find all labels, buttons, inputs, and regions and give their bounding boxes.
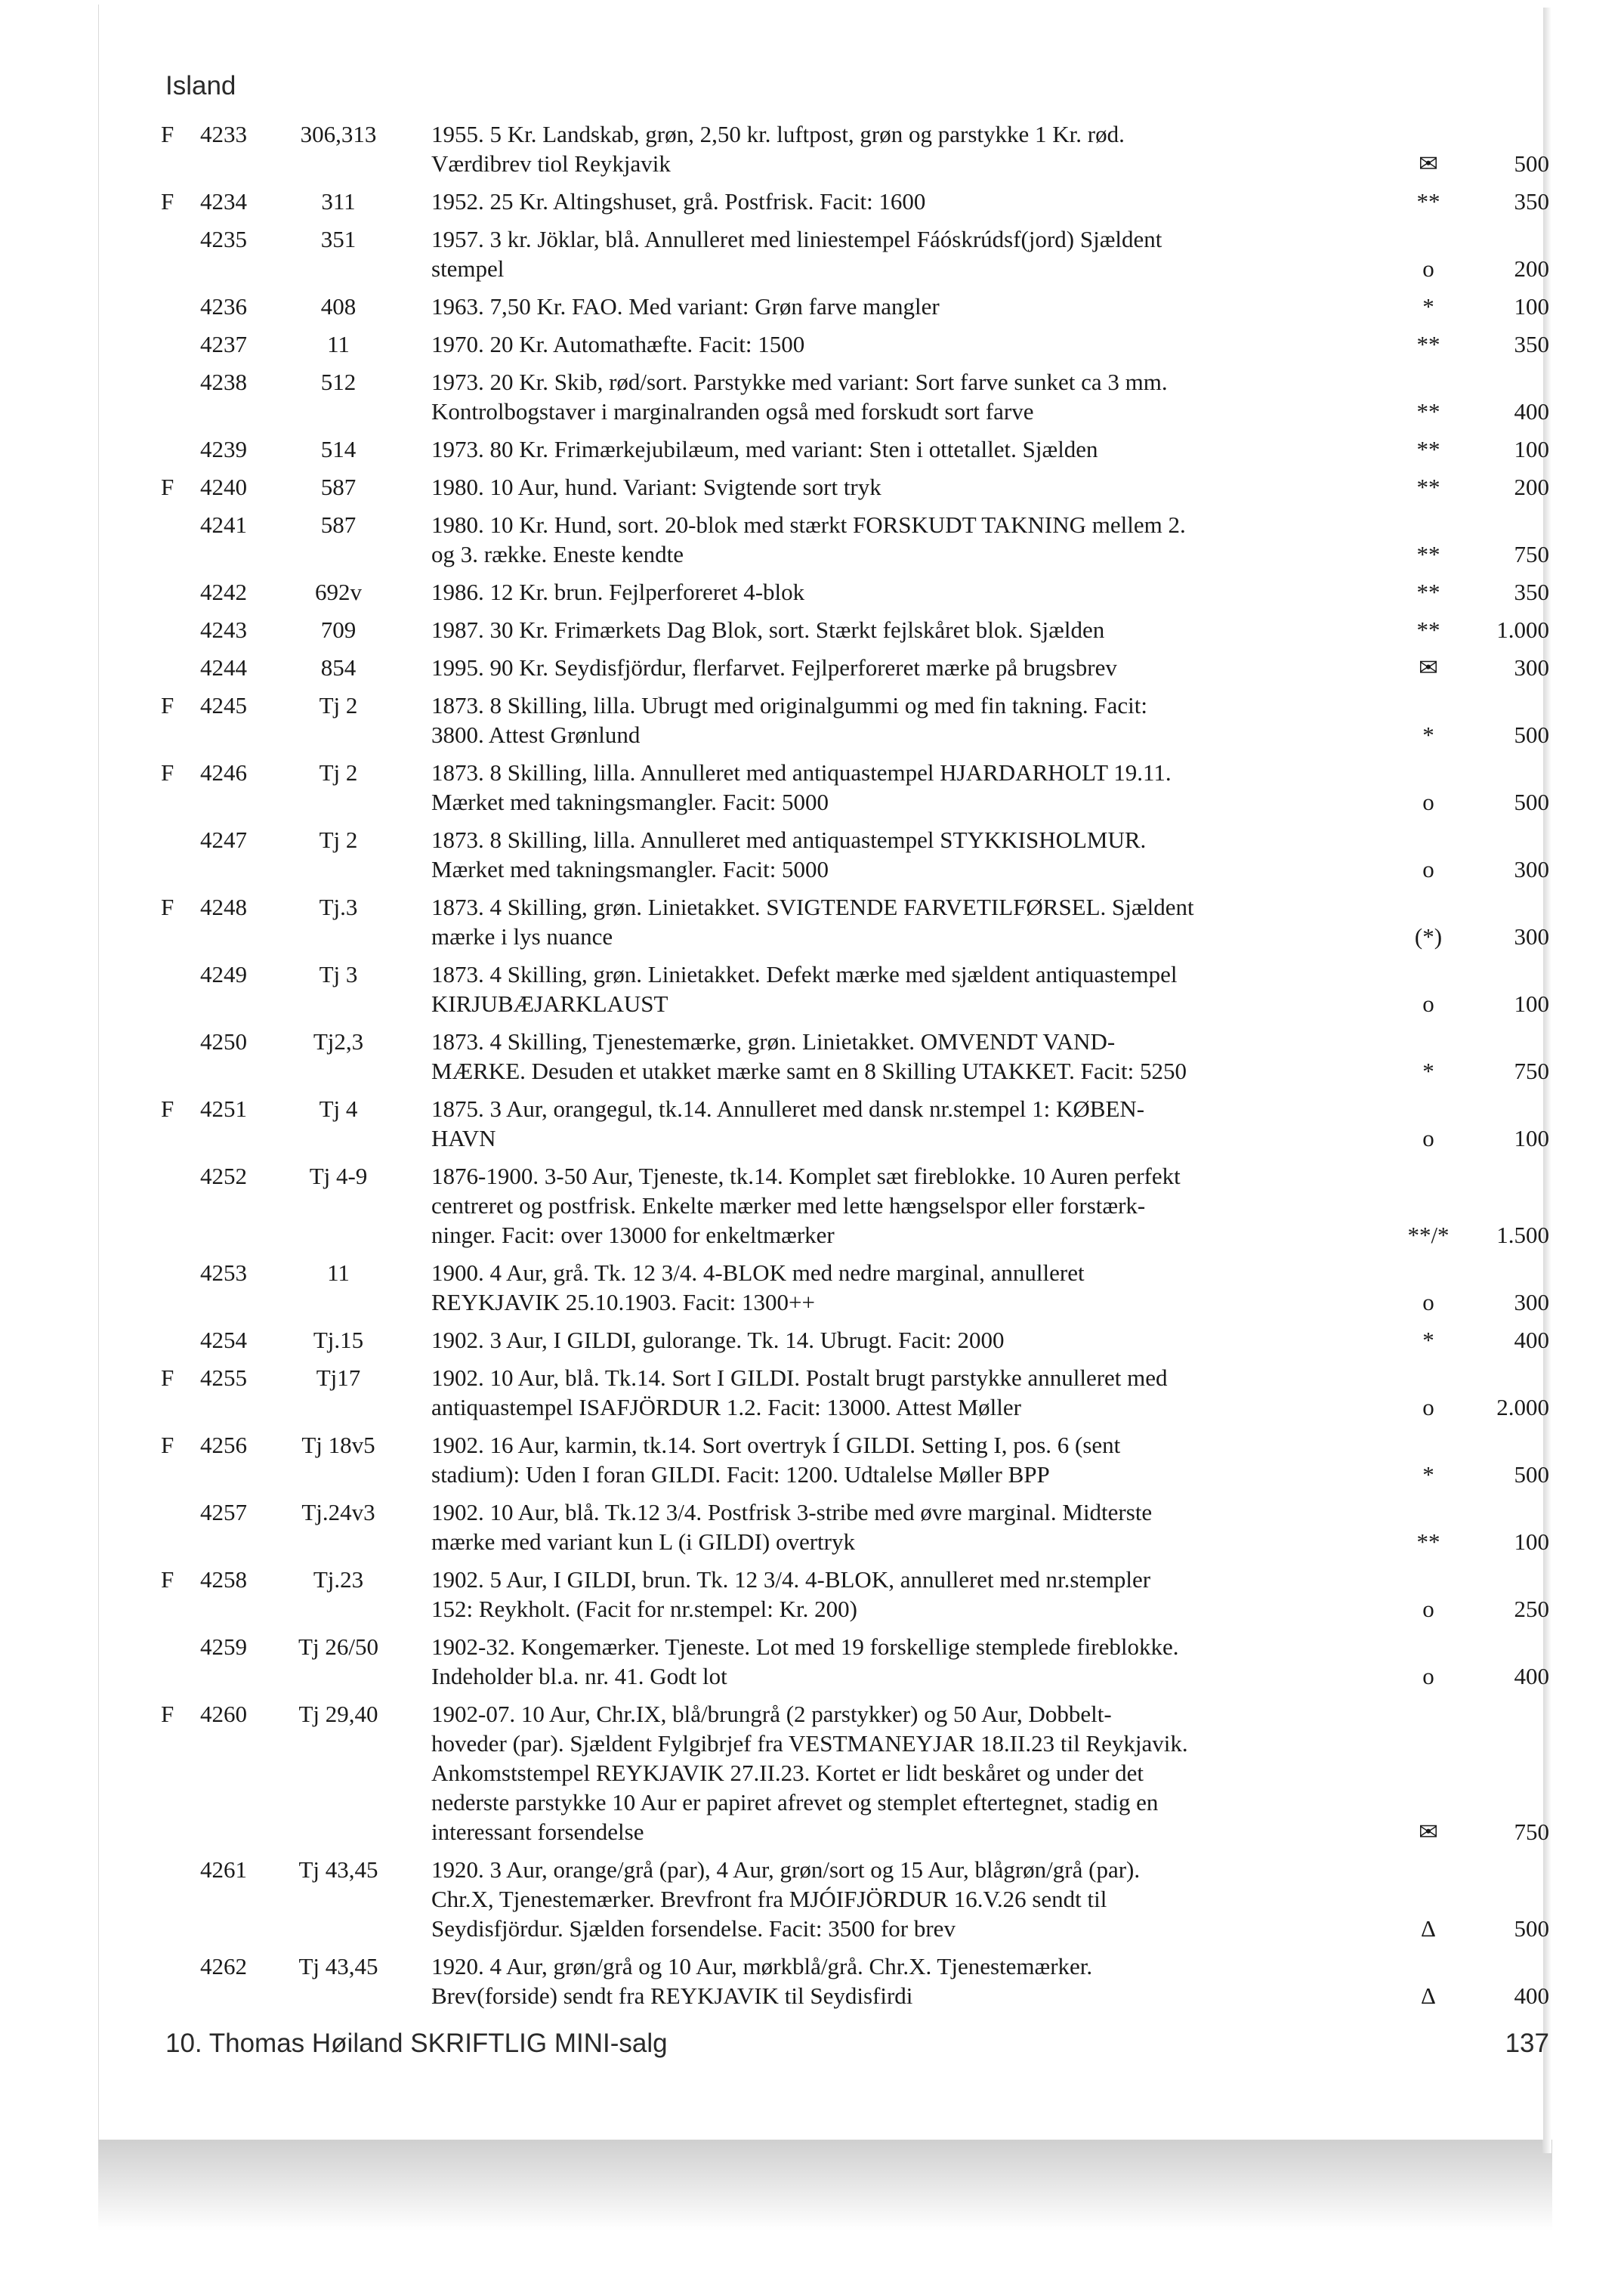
lot-number: 4238 [200,369,247,395]
lot-mark: F [161,1364,174,1391]
lot-description-line: Mærket med takningsmangler. Facit: 5000 [431,856,829,882]
lot-catalog-number: 854 [320,654,357,681]
lot-price: 350 [1514,331,1549,357]
lot-description-line: 1973. 20 Kr. Skib, rød/sort. Parstykke med variant: Sort farve sunket ca 3 mm. [431,369,1168,395]
lot-mark: F [161,474,174,500]
lot-price: 400 [1514,1663,1549,1689]
lot-condition: o [1422,1289,1434,1315]
lot-description [431,825,1406,884]
lot-description [431,758,1406,817]
lot-number: 4239 [200,436,247,462]
lot-condition: o [1422,1394,1434,1420]
lot-mark: F [161,188,174,215]
lot-number: 4254 [200,1327,247,1353]
lot-condition: ** [1416,541,1440,567]
lot-number: 4258 [200,1566,247,1593]
lot-mark: F [161,1566,174,1593]
lot-condition: Δ [1421,1915,1436,1942]
lot-description-line: 1873. 8 Skilling, lilla. Ubrugt med originalgummi og med fin takning. Facit: [431,692,1147,718]
lot-description-line: 1902-07. 10 Aur, Chr.IX, blå/brungrå (2 parstykker) og 50 Aur, Dobbelt- [431,1701,1112,1727]
lot-number: 4247 [200,827,247,853]
lot-description [431,1363,1406,1422]
lot-price: 500 [1514,150,1549,177]
lot-description-line: mærke med variant kun L (i GILDI) overtryk [431,1528,855,1555]
lot-description-line: 1876-1900. 3-50 Aur, Tjeneste, tk.14. Komplet sæt fireblokke. 10 Auren perfekt [431,1163,1181,1189]
lot-description-line: Chr.X, Tjenestemærker. Brevfront fra MJÓIFJÖRDUR 16.V.26 sendt til [431,1886,1107,1912]
lot-description-line: 1873. 4 Skilling, Tjenestemærke, grøn. Linietakket. OMVENDT VAND- [431,1028,1116,1055]
lot-number: 4243 [200,617,247,643]
lot-number: 4234 [200,188,247,215]
lot-description-line: 1957. 3 kr. Jöklar, blå. Annulleret med liniestempel Fáóskrúdsf(jord) Sjældent [431,226,1162,252]
footer-page-number: 137 [1505,2029,1549,2058]
lot-description [431,292,1406,321]
lot-price: 500 [1514,1915,1549,1942]
lot-catalog-number: Tj 2 [319,692,358,718]
lot-description-line: Brev(forside) sendt fra REYKJAVIK til Seydisfirdi [431,1982,913,2009]
lot-description [431,510,1406,569]
lot-catalog-number: 11 [327,1259,350,1286]
running-head: Island [165,71,236,100]
lot-price: 350 [1514,188,1549,215]
lot-catalog-number: Tj.23 [313,1566,364,1593]
lot-catalog-number: Tj 43,45 [298,1953,378,1979]
lot-condition: ** [1416,188,1440,215]
lot-number: 4246 [200,759,247,786]
lot-price: 1.500 [1496,1222,1549,1248]
page-bottom-shadow [98,2140,1552,2291]
lot-price: 1.000 [1496,617,1549,643]
lot-number: 4250 [200,1028,247,1055]
lot-description-line: REYKJAVIK 25.10.1903. Facit: 1300++ [431,1289,816,1315]
lot-description-line: HAVN [431,1125,496,1151]
lot-catalog-number: 587 [320,474,357,500]
lot-description [431,1497,1406,1556]
lot-description-line: 1902. 5 Aur, I GILDI, brun. Tk. 12 3/4. 4-BLOK, annulleret med nr.stempler [431,1566,1151,1593]
lot-condition: ✉ [1419,150,1438,177]
lot-description-line: 1873. 4 Skilling, grøn. Linietakket. Defekt mærke med sjældent antiquastempel [431,961,1178,987]
lot-price: 100 [1514,1125,1549,1151]
lot-description-line: Ankomststempel REYKJAVIK 27.II.23. Kortet er lidt beskåret og under det [431,1760,1144,1786]
lot-description-line: stadium): Uden I foran GILDI. Facit: 1200. Udtalelse Møller BPP [431,1461,1050,1488]
lot-description-line: 1902. 16 Aur, karmin, tk.14. Sort overtryk Í GILDI. Setting I, pos. 6 (sent [431,1432,1121,1458]
lot-catalog-number: 351 [320,226,357,252]
lot-description-line: KIRJUBÆJARKLAUST [431,990,668,1017]
lot-description-line: 1902. 3 Aur, I GILDI, gulorange. Tk. 14. Ubrugt. Facit: 2000 [431,1327,1005,1353]
lot-description-line: antiquastempel ISAFJÖRDUR 1.2. Facit: 13000. Attest Møller [431,1394,1021,1420]
lot-catalog-number: 709 [320,617,357,643]
lot-condition: ** [1416,617,1440,643]
lot-condition: o [1422,789,1434,815]
lot-description-line: centreret og postfrisk. Enkelte mærker med lette hængselspor eller forstærk- [431,1192,1146,1219]
lot-catalog-number: 306,313 [300,121,377,147]
lot-number: 4262 [200,1953,247,1979]
lot-description-line: ninger. Facit: over 13000 for enkeltmærker [431,1222,835,1248]
lot-description-line: 1902. 10 Aur, blå. Tk.14. Sort I GILDI. Postalt brugt parstykke annulleret med [431,1364,1168,1391]
lot-description-line: MÆRKE. Desuden et utakket mærke samt en 8 Skilling UTAKKET. Facit: 5250 [431,1058,1187,1084]
lot-mark: F [161,1432,174,1458]
lot-description-line: interessant forsendelse [431,1819,644,1845]
lot-price: 200 [1514,255,1549,282]
lot-description-line: mærke i lys nuance [431,923,613,950]
lot-price: 400 [1514,1982,1549,2009]
lot-catalog-number: Tj.3 [319,894,358,920]
lot-description [431,1565,1406,1624]
lot-description-line: 1873. 8 Skilling, lilla. Annulleret med antiquastempel STYKKISHOLMUR. [431,827,1147,853]
lot-description-line: Seydisfjördur. Sjælden forsendelse. Facit: 3500 for brev [431,1915,956,1942]
lot-price: 500 [1514,1461,1549,1488]
lot-catalog-number: Tj 2 [319,759,358,786]
lot-description-line: nederste parstykke 10 Aur er papiret afrevet og stemplet eftertegnet, stadig en [431,1789,1159,1816]
lot-price: 100 [1514,436,1549,462]
lot-description [431,1632,1406,1691]
lot-condition: Δ [1421,1982,1436,2009]
lot-description-line: Mærket med takningsmangler. Facit: 5000 [431,789,829,815]
lot-mark: F [161,759,174,786]
lot-price: 500 [1514,789,1549,815]
lot-mark: F [161,1701,174,1727]
lot-description-line: Værdibrev tiol Reykjavik [431,150,671,177]
lot-condition: ** [1416,579,1440,605]
lot-number: 4245 [200,692,247,718]
lot-description [431,577,1406,607]
lot-price: 500 [1514,722,1549,748]
lot-description-line: 1980. 10 Kr. Hund, sort. 20-blok med stærkt FORSKUDT TAKNING mellem 2. [431,511,1186,538]
lot-price: 400 [1514,398,1549,425]
lot-condition: o [1422,1125,1434,1151]
lot-description-line: 1980. 10 Aur, hund. Variant: Svigtende sort tryk [431,474,881,500]
lot-description [431,1855,1406,1943]
lot-mark: F [161,692,174,718]
lot-catalog-number: Tj 4-9 [309,1163,368,1189]
lot-price: 100 [1514,293,1549,320]
lot-description [431,1258,1406,1317]
lot-description [431,653,1406,682]
lot-description-line: 1995. 90 Kr. Seydisfjördur, flerfarvet. Fejlperforeret mærke på brugsbrev [431,654,1117,681]
lot-number: 4252 [200,1163,247,1189]
lot-price: 300 [1514,856,1549,882]
lot-catalog-number: Tj2,3 [313,1028,364,1055]
lot-condition: o [1422,856,1434,882]
lot-catalog-number: 587 [320,511,357,538]
lot-description [431,615,1406,644]
lot-number: 4237 [200,331,247,357]
lot-condition: * [1422,722,1434,748]
lot-price: 300 [1514,923,1549,950]
lot-price: 750 [1514,1819,1549,1845]
lot-description-line: stempel [431,255,505,282]
lot-number: 4244 [200,654,247,681]
lot-number: 4240 [200,474,247,500]
lot-description [431,892,1406,951]
lot-catalog-number: 408 [320,293,357,320]
lot-condition: * [1422,1461,1434,1488]
lot-number: 4260 [200,1701,247,1727]
lot-price: 750 [1514,1058,1549,1084]
lot-description-line: 1970. 20 Kr. Automathæfte. Facit: 1500 [431,331,805,357]
lot-description-line: 1920. 4 Aur, grøn/grå og 10 Aur, mørkblå/grå. Chr.X. Tjenestemærker. [431,1953,1093,1979]
lot-number: 4249 [200,961,247,987]
lot-description [431,960,1406,1018]
lot-description [431,434,1406,464]
lot-price: 2.000 [1496,1394,1549,1420]
lot-number: 4248 [200,894,247,920]
lot-description [431,1699,1406,1846]
lot-description-line: 1873. 4 Skilling, grøn. Linietakket. SVIGTENDE FARVETILFØRSEL. Sjældent [431,894,1194,920]
lot-number: 4257 [200,1499,247,1525]
lot-number: 4233 [200,121,247,147]
lot-price: 250 [1514,1596,1549,1622]
lot-description-line: 1902-32. Kongemærker. Tjeneste. Lot med 19 forskellige stemplede fireblokke. [431,1633,1179,1660]
lot-condition: ** [1416,474,1440,500]
lot-description [431,224,1406,283]
lot-catalog-number: Tj 29,40 [298,1701,378,1727]
lot-price: 100 [1514,1528,1549,1555]
lot-catalog-number: Tj 26/50 [298,1633,378,1660]
lot-description-line: 1952. 25 Kr. Altingshuset, grå. Postfrisk. Facit: 1600 [431,188,926,215]
lot-description [431,1430,1406,1489]
lot-price: 300 [1514,654,1549,681]
lot-catalog-number: 514 [320,436,357,462]
lot-catalog-number: Tj17 [316,1364,361,1391]
lot-description-line: hoveder (par). Sjældent Fylgibrjef fra VESTMANEYJAR 18.II.23 til Reykjavik. [431,1730,1188,1757]
lot-catalog-number: Tj 4 [319,1096,358,1122]
lot-description-line: Indeholder bl.a. nr. 41. Godt lot [431,1663,727,1689]
lot-condition: **/* [1407,1222,1450,1248]
lot-condition: ** [1416,1528,1440,1555]
lot-condition: ** [1416,331,1440,357]
lot-number: 4255 [200,1364,247,1391]
lot-number: 4241 [200,511,247,538]
lot-catalog-number: 512 [320,369,357,395]
lot-catalog-number: Tj.24v3 [301,1499,375,1525]
lot-catalog-number: Tj 43,45 [298,1856,378,1883]
lot-condition: o [1422,1663,1434,1689]
lot-price: 750 [1514,541,1549,567]
lot-description [431,329,1406,359]
lot-description-line: 152: Reykholt. (Facit for nr.stempel: Kr. 200) [431,1596,857,1622]
lot-condition: ✉ [1419,1819,1438,1845]
lot-number: 4261 [200,1856,247,1883]
lot-description-line: og 3. række. Eneste kendte [431,541,684,567]
lot-catalog-number: Tj 18v5 [301,1432,375,1458]
lot-condition: o [1422,1596,1434,1622]
lot-condition: * [1422,1058,1434,1084]
lot-condition: (*) [1414,923,1443,950]
catalog-page [98,5,1549,2140]
lot-description-line: 1875. 3 Aur, orangegul, tk.14. Annulleret med dansk nr.stempel 1: KØBEN- [431,1096,1145,1122]
lot-description-line: 1900. 4 Aur, grå. Tk. 12 3/4. 4-BLOK med nedre marginal, annulleret [431,1259,1085,1286]
lot-description-line: 1873. 8 Skilling, lilla. Annulleret med antiquastempel HJARDARHOLT 19.11. [431,759,1172,786]
lot-number: 4236 [200,293,247,320]
lot-condition: * [1422,1327,1434,1353]
lot-price: 200 [1514,474,1549,500]
lot-description-line: 1955. 5 Kr. Landskab, grøn, 2,50 kr. luftpost, grøn og parstykke 1 Kr. rød. [431,121,1125,147]
lot-description [431,1952,1406,2010]
lot-catalog-number: 311 [321,188,356,215]
lot-description-line: 1963. 7,50 Kr. FAO. Med variant: Grøn farve mangler [431,293,940,320]
lot-catalog-number: 692v [315,579,362,605]
lot-description-line: 1987. 30 Kr. Frimærkets Dag Blok, sort. Stærkt fejlskåret blok. Sjælden [431,617,1105,643]
lot-mark: F [161,894,174,920]
lot-catalog-number: Tj 3 [319,961,358,987]
lot-description [431,1027,1406,1086]
lot-catalog-number: 11 [327,331,350,357]
lot-number: 4259 [200,1633,247,1660]
lot-description-line: 1986. 12 Kr. brun. Fejlperforeret 4-blok [431,579,805,605]
lot-price: 300 [1514,1289,1549,1315]
lot-description-line: 3800. Attest Grønlund [431,722,641,748]
lot-condition: o [1422,990,1434,1017]
lot-number: 4251 [200,1096,247,1122]
lot-condition: ✉ [1419,654,1438,681]
lot-number: 4253 [200,1259,247,1286]
lot-condition: ** [1416,398,1440,425]
lot-price: 350 [1514,579,1549,605]
lot-condition: ** [1416,436,1440,462]
lot-mark: F [161,121,174,147]
lot-description [431,1325,1406,1355]
lot-description-line: 1902. 10 Aur, blå. Tk.12 3/4. Postfrisk 3-stribe med øvre marginal. Midterste [431,1499,1153,1525]
lot-description [431,119,1406,178]
lot-catalog-number: Tj.15 [313,1327,364,1353]
lot-description [431,1161,1406,1250]
lot-description [431,187,1406,216]
lot-condition: o [1422,255,1434,282]
lot-description [431,472,1406,502]
footer-sale-title: 10. Thomas Høiland SKRIFTLIG MINI-salg [165,2029,668,2058]
lot-condition: * [1422,293,1434,320]
lot-description [431,691,1406,749]
lot-price: 400 [1514,1327,1549,1353]
lot-number: 4256 [200,1432,247,1458]
lot-catalog-number: Tj 2 [319,827,358,853]
lot-number: 4242 [200,579,247,605]
lot-description-line: Kontrolbogstaver i marginalranden også med forskudt sort farve [431,398,1034,425]
lot-number: 4235 [200,226,247,252]
lot-description-line: 1920. 3 Aur, orange/grå (par), 4 Aur, grøn/sort og 15 Aur, blågrøn/grå (par). [431,1856,1141,1883]
lot-price: 100 [1514,990,1549,1017]
lot-description [431,367,1406,426]
lot-mark: F [161,1096,174,1122]
lot-description [431,1094,1406,1153]
lot-description-line: 1973. 80 Kr. Frimærkejubilæum, med variant: Sten i ottetallet. Sjælden [431,436,1098,462]
